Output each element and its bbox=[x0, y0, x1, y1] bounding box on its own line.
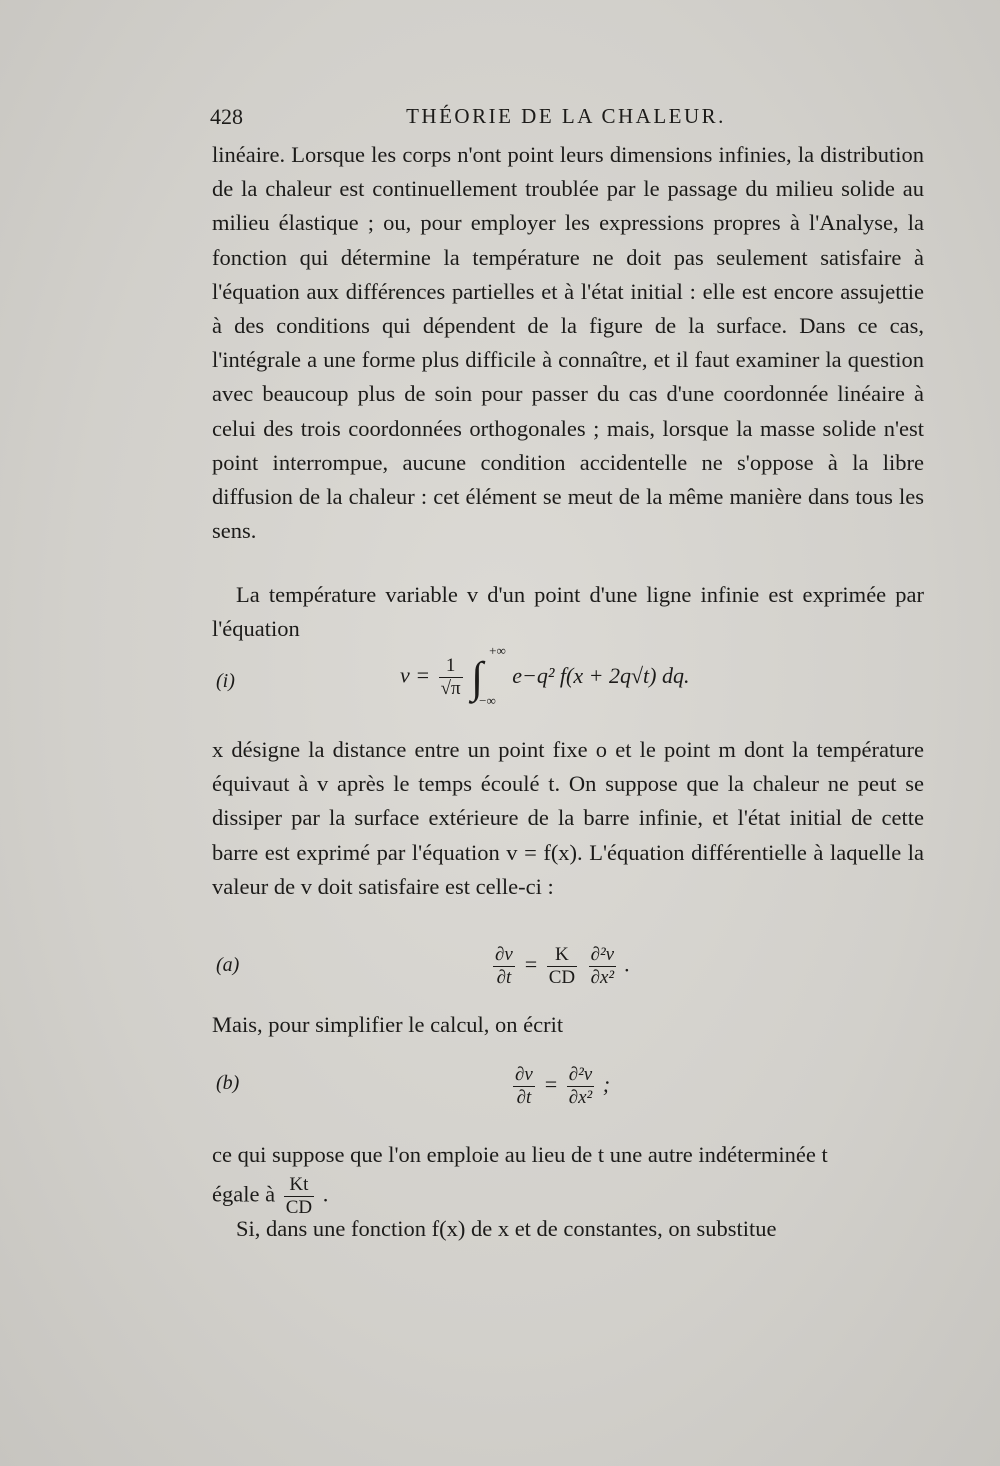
integral-sign bbox=[471, 643, 506, 708]
integral-lower-limit: −∞ bbox=[479, 693, 496, 708]
paragraph-3 bbox=[212, 733, 924, 904]
integral-symbol: ∫ bbox=[471, 653, 484, 702]
equation-i-lhs: v = bbox=[400, 662, 431, 688]
equation-i-coefficient bbox=[439, 655, 463, 700]
equation-b bbox=[212, 1064, 924, 1144]
equation-a-rhs-den: ∂x² bbox=[590, 967, 615, 988]
paragraph-1 bbox=[212, 138, 924, 548]
equation-i-integrand: e−q² f(x + 2q√t) dq. bbox=[512, 662, 690, 688]
paragraph-2-text: La température variable v d'un point d'une ligne infinie est exprimée par l'équation bbox=[212, 582, 924, 642]
equation-a-k-num: K bbox=[547, 944, 577, 967]
paragraph-2 bbox=[212, 578, 924, 646]
paragraph-6-text: Si, dans une fonction f(x) de x et de constantes, on substitue bbox=[236, 1216, 777, 1241]
kt-end: . bbox=[322, 1181, 329, 1207]
paragraph-3-text: x désigne la distance entre un point fixe o et le point m dont la température équivaut à v après le temps écoulé t. On suppose que la chaleur ne peut se dissiper par la surface extérieure de la barre infinie, et l'état initial de cette barre est exprimé par l'équation v = f(x). L'équation différentielle à laquelle la valeur de v doit satisfaire est celle-ci : bbox=[212, 737, 924, 899]
equation-b-rhs bbox=[567, 1064, 595, 1109]
paragraph-6 bbox=[212, 1212, 924, 1246]
equation-a-end: . bbox=[624, 951, 631, 977]
integral-upper-limit: +∞ bbox=[489, 643, 506, 658]
kt-num: Kt bbox=[284, 1174, 314, 1197]
equation-i-coef-num: 1 bbox=[439, 655, 463, 678]
equation-b-lhs-num: ∂v bbox=[515, 1064, 533, 1085]
equation-a-k-fraction bbox=[547, 944, 577, 989]
paragraph-4 bbox=[212, 1008, 924, 1042]
page-number: 428 bbox=[210, 104, 243, 129]
equation-b-end: ; bbox=[602, 1071, 611, 1097]
equation-i-body bbox=[400, 643, 690, 708]
paragraph-5-equal-to: égale à bbox=[212, 1181, 276, 1207]
equation-a-body bbox=[490, 944, 630, 989]
equation-i bbox=[212, 643, 924, 732]
equation-b-body bbox=[510, 1064, 610, 1109]
paragraph-1-text: linéaire. Lorsque les corps n'ont point leurs dimensions infinies, la distribution de la chaleur est continuellement troublée par le passage du milieu solide au milieu élastique ; ou, pour employer les expressions propres à l'Analyse, la fonction qui détermine la température ne doit pas seulement satisfaire à l'équation aux différences partielles et à l'état initial : elle est encore assujettie à des conditions qui dépendent de la figure de la surface. Dans ce cas, l'intégrale a une forme plus difficile à connaître, et il faut examiner la question avec beaucoup plus de soin pour passer du cas d'une coordonnée linéaire à celui des trois coordonnées orthogonales ; mais, lorsque la masse solide n'est point interrompue, aucune condition accidentelle ne s'oppose à la libre diffusion de la chaleur : cet élément se meut de la même manière dans tous les sens. bbox=[212, 142, 924, 544]
equation-i-label: (i) bbox=[216, 670, 235, 692]
equation-a-label: (a) bbox=[216, 954, 240, 976]
equation-b-lhs-den: ∂t bbox=[516, 1087, 532, 1108]
equation-a-lhs bbox=[493, 944, 515, 989]
page-header bbox=[210, 100, 922, 136]
equation-b-equals: = bbox=[543, 1071, 559, 1097]
kt-den: CD bbox=[285, 1197, 313, 1219]
paragraph-4-text: Mais, pour simplifier le calcul, on écrit bbox=[212, 1012, 564, 1037]
equation-b-rhs-num: ∂²v bbox=[568, 1064, 593, 1085]
paragraph-5-line-1: ce qui suppose que l'on emploie au lieu de t une autre indéterminée t bbox=[212, 1142, 828, 1167]
equation-a-rhs-num: ∂²v bbox=[590, 944, 615, 965]
equation-i-coef-den: √π bbox=[440, 678, 461, 699]
equation-a-k-den: CD bbox=[548, 967, 576, 988]
equation-b-label: (b) bbox=[216, 1072, 240, 1094]
equation-a-lhs-num: ∂v bbox=[495, 944, 513, 965]
equation-b-rhs-den: ∂x² bbox=[568, 1087, 593, 1108]
paragraph-5 bbox=[212, 1138, 924, 1219]
equation-a-equals: = bbox=[523, 951, 539, 977]
equation-a-rhs bbox=[589, 944, 617, 989]
running-title: THÉORIE DE LA CHALEUR. bbox=[406, 104, 726, 128]
equation-b-lhs bbox=[513, 1064, 535, 1109]
equation-a-lhs-den: ∂t bbox=[496, 967, 512, 988]
